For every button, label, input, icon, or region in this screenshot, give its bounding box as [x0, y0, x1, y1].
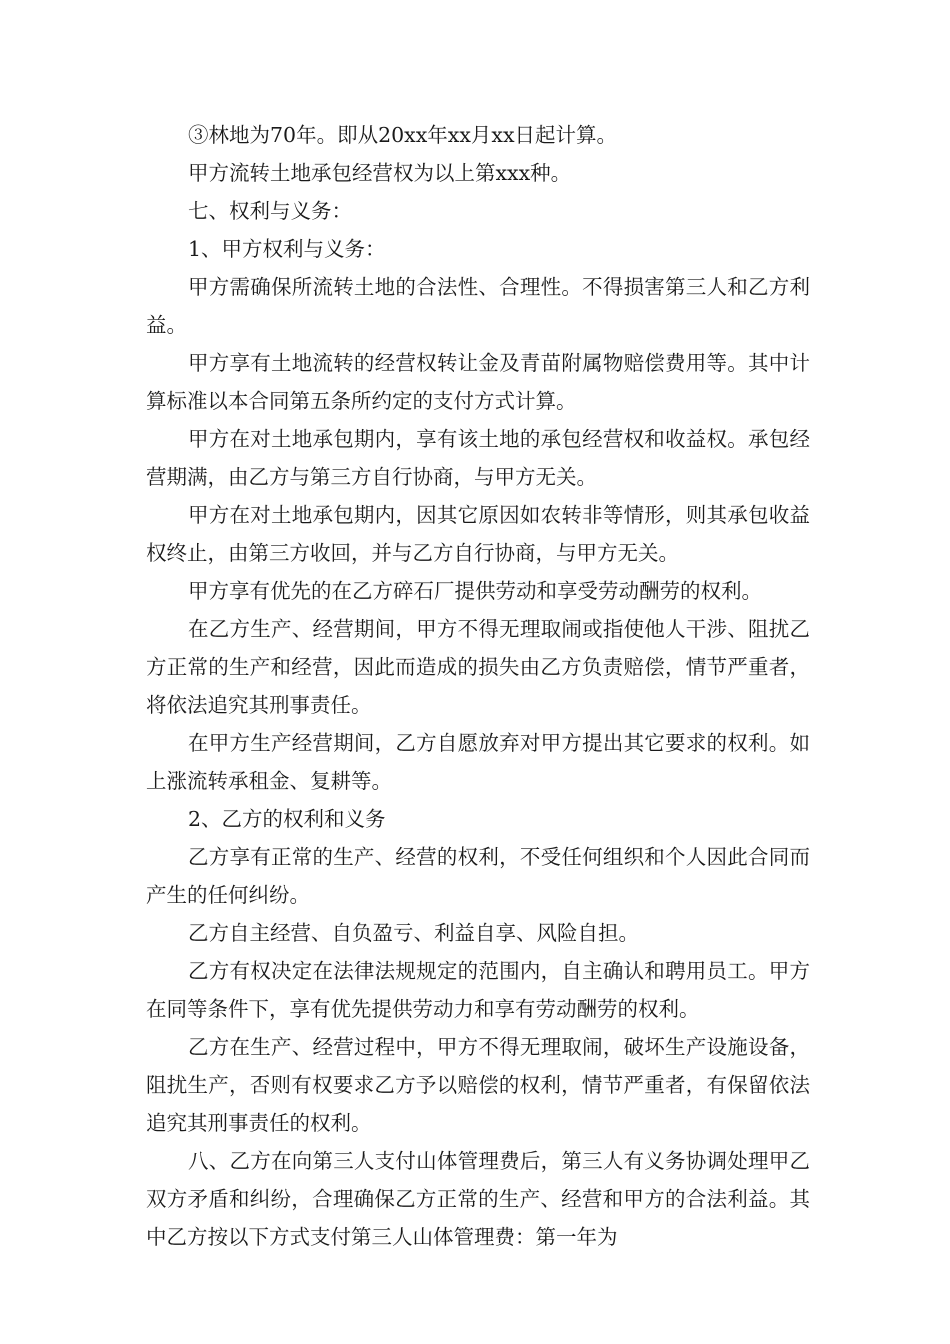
paragraph-party-a-legality: 甲方需确保所流转土地的合法性、合理性。不得损害第三人和乙方利益。 [146, 275, 810, 337]
paragraph-party-a-compensation: 甲方享有土地流转的经营权转让金及青苗附属物赔偿费用等。其中计算标准以本合同第五条所约定的支付方式计算。 [146, 351, 810, 413]
paragraph-party-a-labor-priority: 甲方享有优先的在乙方碎石厂提供劳动和享受劳动酬劳的权利。 [188, 579, 762, 603]
subsection-heading-party-a: 1、甲方权利与义务： [188, 237, 386, 261]
subsection-heading-party-b: 2、乙方的权利和义务 [188, 807, 386, 831]
paragraph-party-b-self-management: 乙方自主经营、自负盈亏、利益自享、风险自担。 [188, 921, 639, 945]
section-heading-rights-obligations: 七、权利与义务： [188, 199, 352, 223]
paragraph-party-b-compensation-right: 乙方在生产、经营过程中，甲方不得无理取闹，破坏生产设施设备，阻扰生产，否则有权要求乙方予以赔偿的权利，情节严重者，有保留依法追究其刑事责任的权利。 [146, 1035, 810, 1135]
paragraph-party-b-operation-right: 乙方享有正常的生产、经营的权利，不受任何组织和个人因此合同而产生的任何纠纷。 [146, 845, 810, 907]
paragraph-party-b-hiring: 乙方有权决定在法律法规规定的范围内，自主确认和聘用员工。甲方在同等条件下，享有优先提供劳动力和享有劳动酬劳的权利。 [146, 959, 810, 1021]
paragraph-transfer-type: 甲方流转土地承包经营权为以上第xxx种。 [188, 161, 572, 185]
paragraph-forest-term: ③林地为70年。即从20xx年xx月xx日起计算。 [188, 123, 618, 147]
paragraph-party-a-no-interference: 在乙方生产、经营期间，甲方不得无理取闹或指使他人干涉、阻扰乙方正常的生产和经营，因此而造成的损失由乙方负责赔偿，情节严重者，将依法追究其刑事责任。 [146, 617, 810, 717]
document-body [146, 116, 810, 1256]
paragraph-party-a-contract-term: 甲方在对土地承包期内，享有该土地的承包经营权和收益权。承包经营期满，由乙方与第三方自行协商，与甲方无关。 [146, 427, 810, 489]
paragraph-party-b-waiver: 在甲方生产经营期间，乙方自愿放弃对甲方提出其它要求的权利。如上涨流转承租金、复耕等。 [146, 731, 810, 793]
paragraph-party-a-termination: 甲方在对土地承包期内，因其它原因如农转非等情形，则其承包收益权终止，由第三方收回，并与乙方自行协商，与甲方无关。 [146, 503, 810, 565]
section-heading-management-fee: 八、乙方在向第三人支付山体管理费后，第三人有义务协调处理甲乙双方矛盾和纠纷，合理确保乙方正常的生产、经营和甲方的合法利益。其中乙方按以下方式支付第三人山体管理费：第一年为 [146, 1149, 810, 1249]
